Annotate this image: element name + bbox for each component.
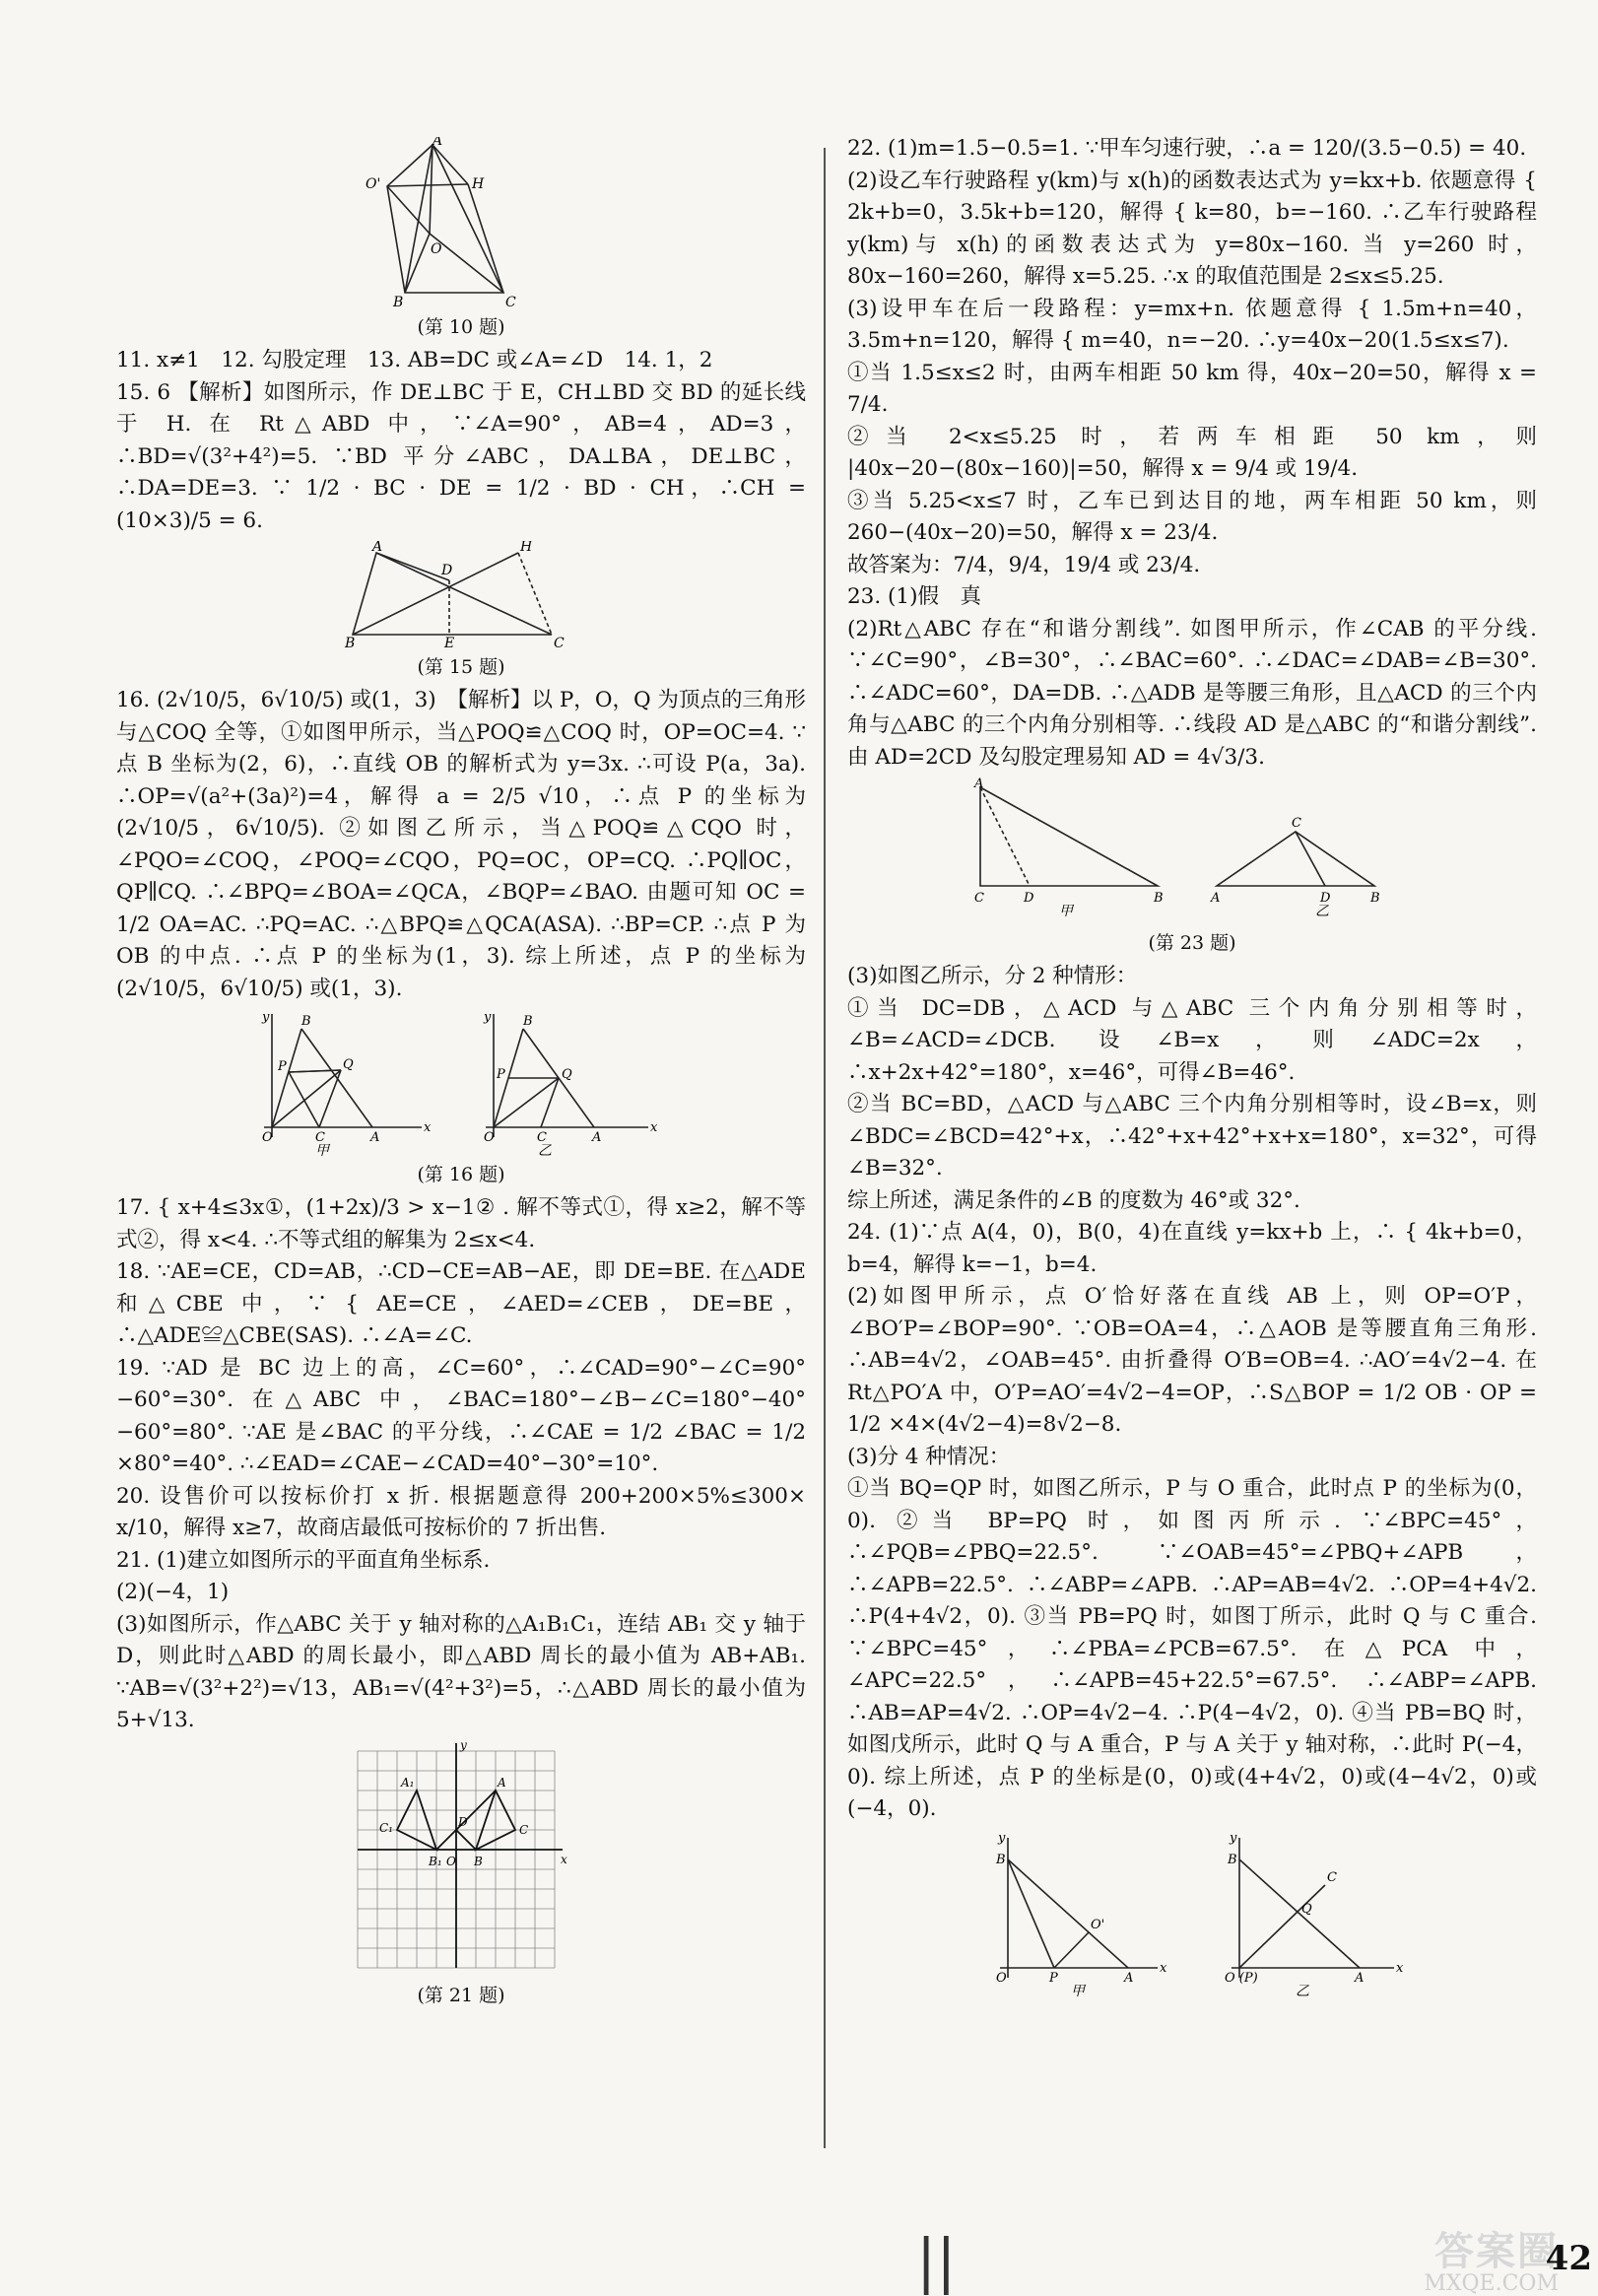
fig16-yi-label-O: O (484, 1130, 495, 1145)
figure-24 (961, 1830, 1424, 2001)
answer-24-3-cases: ①当 BQ=QP 时，如图乙所示，P 与 O 重合，此时点 P 的坐标为(0，0). ②当 BP=PQ 时，如图丙所示. ∵∠BPC=45°，∴∠PQB=∠PBQ=22.5°. ∵∠OAB=45°=∠PBQ+∠APB，∴∠APB=22.5°. ∴∠ABP=∠APB. ∴AP=AB=4√2. ∴OP=4+4√2. ∴P(4+4√2，0). ③当 PB=PQ 时，如图丁所示，此时 Q 与 C 重合. ∵∠BPC=45°，∴∠PBA=∠PCB=67.5°. 在△PCA 中，∠APC=22.5°，∴∠APB=45+22.5°=67.5°. ∴∠ABP=∠APB. ∴AB=AP=4√2. ∴OP=4√2−4. ∴P(4−4√2，0). ④当 PB=BQ 时，如图戊所示，此时 Q 与 A 重合，P 与 A 关于 y 轴对称，∴此时 P(−4，0). 综上所述，点 P 的坐标是(0，0)或(4+4√2，0)或(4−4√2，0)或(−4，0). (847, 1476, 1537, 1821)
figure-10-caption: (第 10 题) (417, 316, 505, 338)
fig23-jia-caption: 甲 (1059, 904, 1073, 919)
fig16-yi-label-x: x (650, 1120, 658, 1135)
fig10-label-A: A (433, 137, 443, 149)
fig24-yi-label-A: A (1355, 1970, 1365, 1986)
fig16-yi-label-P: P (497, 1067, 505, 1082)
answer-24-1: 24. (1)∵点 A(4，0)，B(0，4)在直线 y=kx+b 上，∴ { 4k+b=0，b=4，解得 k=−1，b=4. (847, 1220, 1537, 1277)
fig16-yi-caption: 乙 (538, 1143, 552, 1157)
fig21-label-C1: C₁ (379, 1820, 393, 1835)
fig16-jia-caption: 甲 (315, 1143, 329, 1157)
fig10-label-B: B (393, 295, 404, 309)
answer-24-2: (2)如图甲所示，点 O′恰好落在直线 AB 上，则 OP=O′P，∠BO′P=∠BOP=90°. ∵OB=OA=4，∴△AOB 是等腰直角三角形. ∴AB=4√2，∠OAB=45°. 由折叠得 O′B=OB=4. ∴AO′=4√2−4. 在 Rt△PO′A 中，O′P=AO′=4√2−4=OP，∴S△BOP = 1/2 OB · OP = 1/2 ×4×(4√2−4)=8√2−8. (847, 1284, 1537, 1437)
figure-10-diagram (348, 137, 574, 309)
fig21-label-C: C (519, 1822, 529, 1837)
fig21-label-D: D (458, 1814, 468, 1829)
fig21-label-O: O (446, 1854, 456, 1868)
fig24-yi-label-C: C (1327, 1869, 1337, 1885)
answer-15: 15. 6 【解析】如图所示，作 DE⊥BC 于 E，CH⊥BD 交 BD 的延长线于 H. 在 Rt△ABD 中，∵∠A=90°，AB=4，AD=3，∴BD=√(3²+4²)=5. ∵BD 平分∠ABC，DA⊥BA，DE⊥BC，∴DA=DE=3. ∵ 1/2 · BC · DE = 1/2 · BD · CH，∴CH = (10×3)/5 = 6. (116, 379, 806, 533)
figure-21 (348, 1741, 574, 2009)
figure-24-diagram (961, 1830, 1424, 1997)
answer-22-3: (3)设甲车在后一段路程：y=mx+n. 依题意得 { 1.5m+n=40，3.5m+n=120，解得 { m=40，n=−20. ∴y=40x−20(1.5≤x≤7). (847, 296, 1537, 353)
fig23-jia-label-C: C (974, 891, 984, 906)
right-column (847, 133, 1537, 2005)
answer-20: 20. 设售价可以按标价打 x 折. 根据题意得 200+200×5%≤300× x/10，解得 x≥7，故商店最低可按标价的 7 折出售. (116, 1483, 806, 1540)
fig24-jia-label-B: B (996, 1852, 1006, 1867)
page-number: 42 (1545, 2239, 1592, 2278)
figure-16 (244, 1009, 678, 1188)
fig16-jia-label-B: B (301, 1014, 311, 1029)
fig21-label-A1: A₁ (401, 1775, 415, 1790)
fig10-label-Oprime: O' (366, 176, 381, 192)
fig16-jia-label-C: C (315, 1130, 325, 1145)
answer-17: 17. { x+4≤3x①，(1+2x)/3 > x−1② . 解不等式①，得 x≥2，解不等式②，得 x<4. ∴不等式组的解集为 2≤x<4. (116, 1195, 806, 1252)
answer-23-1: 23. (1)假 真 (847, 584, 981, 609)
fig23-jia-label-D: D (1024, 891, 1034, 906)
fig16-jia-label-O: O (262, 1130, 273, 1145)
fig16-jia-label-A: A (370, 1130, 380, 1145)
fig24-yi-label-y: y (1230, 1830, 1237, 1846)
fig24-yi-caption: 乙 (1296, 1983, 1309, 1997)
fig15-label-E: E (444, 636, 455, 649)
answer-21-3: (3)如图所示，作△ABC 关于 y 轴对称的△A₁B₁C₁，连结 AB₁ 交 y 轴于 D，则此时△ABD 的周长最小，即△ABD 周长的最小值为 AB+AB₁. ∵AB=√(3²+2²)=√13，AB₁=√(4²+3²)=5，∴△ABD 周长的最小值为 5+√13. (116, 1611, 806, 1732)
answer-11-14: 11. x≠1 12. 勾股定理 13. AB=DC 或∠A=∠D 14. 1，2 (116, 348, 713, 372)
fig24-yi-label-Q: Q (1301, 1901, 1312, 1917)
fig16-jia-label-x: x (424, 1120, 432, 1135)
fig23-yi-label-A: A (1211, 891, 1221, 906)
figure-15-diagram (343, 541, 579, 649)
fig16-jia-label-Q: Q (343, 1057, 354, 1072)
figure-15 (343, 541, 579, 681)
fig21-label-y: y (460, 1740, 467, 1752)
fig24-yi-label-OP: O (P) (1225, 1970, 1258, 1986)
fig15-label-B: B (345, 636, 356, 649)
figure-23 (961, 777, 1424, 957)
fig24-yi-label-B: B (1228, 1852, 1237, 1867)
fig15-label-A: A (372, 541, 383, 555)
fig10-label-H: H (472, 176, 485, 192)
fig15-label-D: D (441, 563, 453, 578)
answer-22-3-case2: ②当 2<x≤5.25 时，若两车相距 50 km，则 |40x−20−(80x−160)|=50，解得 x = 9/4 或 19/4. (847, 424, 1537, 481)
figure-23-diagram (961, 777, 1424, 925)
figure-21-caption: (第 21 题) (417, 1984, 505, 2006)
answer-16: 16. (2√10/5，6√10/5) 或(1，3) 【解析】以 P，O，Q 为顶点的三角形与△COQ 全等，①如图甲所示，当△POQ≌△COQ 时，OP=OC=4. ∵点 B 坐标为(2，6)，∴直线 OB 的解析式为 y=3x. ∴可设 P(a，3a). ∴OP=√(a²+(3a)²)=4，解得 a = 2/5 √10，∴点 P 的坐标为 (2√10/5，6√10/5). ②如图乙所示，当△POQ≌△CQO 时，∠PQO=∠COQ，∠POQ=∠CQO，PQ=OC，OP=CQ. ∴PQ∥OC，QP∥CQ. ∴∠BPQ=∠BOA=∠QCA，∠BQP=∠BAO. 由题可知 OC = 1/2 OA=AC. ∴PQ=AC. ∴△BPQ≌△QCA(ASA). ∴BP=CP. ∴点 P 为 OB 的中点. ∴点 P 的坐标为(1，3). 综上所述，点 P 的坐标为 (2√10/5，6√10/5) 或(1，3). (116, 688, 806, 1001)
fig24-jia-caption: 甲 (1071, 1983, 1085, 1997)
fig16-yi-label-y: y (484, 1010, 492, 1025)
answer-23-3-case2: ②当 BC=BD，△ACD 与△ABC 三个内角分别相等时，设∠B=x，则∠BDC=∠BCD=42°+x，∴42°+x+42°+x+x=180°，x=32°，可得∠B=32°. (847, 1092, 1537, 1181)
fig21-label-A: A (498, 1775, 506, 1790)
fig24-jia-label-P: P (1049, 1970, 1058, 1986)
fig16-jia-label-y: y (262, 1010, 270, 1025)
answer-19: 19. ∵AD 是 BC 边上的高，∠C=60°，∴∠CAD=90°−∠C=90°−60°=30°. 在△ABC 中，∠BAC=180°−∠B−∠C=180°−40°−60°=80°. ∵AE 是∠BAC 的平分线，∴∠CAE = 1/2 ∠BAC = 1/2 ×80°=40°. ∴∠EAD=∠CAE−∠CAD=40°−30°=10°. (116, 1355, 806, 1476)
fig10-label-C: C (505, 295, 516, 309)
fig23-yi-label-C: C (1292, 816, 1301, 831)
answer-22-conclusion: 故答案为：7/4，9/4，19/4 或 23/4. (847, 552, 1201, 577)
answer-23-conclusion: 综上所述，满足条件的∠B 的度数为 46°或 32°. (847, 1187, 1300, 1213)
fig21-label-x: x (561, 1852, 567, 1866)
answer-22-3-case1: ①当 1.5≤x≤2 时，由两车相距 50 km 得，40x−20=50，解得 x = 7/4. (847, 360, 1537, 417)
answer-22-2: (2)设乙车行驶路程 y(km)与 x(h)的函数表达式为 y=kx+b. 依题意得 { 2k+b=0，3.5k+b=120，解得 { k=80，b=−160. ∴乙车行驶路程 y(km)与 x(h)的函数表达式为 y=80x−160. 当 y=260 时，80x−160=260，解得 x=5.25. ∴x 的取值范围是 2≤x≤5.25. (847, 168, 1537, 289)
fig21-label-B1: B₁ (429, 1854, 442, 1868)
left-column (116, 133, 806, 2013)
fig23-jia-label-B: B (1154, 891, 1164, 906)
figure-23-caption: (第 23 题) (1148, 932, 1236, 954)
answer-24-3: (3)分 4 种情况： (847, 1444, 1011, 1469)
fig24-jia-label-A: A (1124, 1970, 1134, 1986)
watermark-url: MXQE.COM (1424, 2271, 1559, 2296)
figure-16-diagram (244, 1009, 678, 1157)
answer-22-3-case3: ③当 5.25<x≤7 时，乙车已到达目的地，两车相距 50 km，则 260−(40x−20)=50，解得 x = 23/4. (847, 488, 1537, 545)
watermark-logo: 答案圈 (1434, 2228, 1559, 2274)
column-divider (824, 148, 826, 2148)
fig24-yi-label-x: x (1396, 1960, 1404, 1976)
fig24-jia-label-O: O (996, 1970, 1007, 1986)
fig15-label-C: C (554, 636, 565, 649)
handwriting-mark: || (916, 2227, 957, 2296)
answer-18: 18. ∵AE=CE，CD=AB，∴CD−CE=AB−AE，即 DE=BE. 在△ADE 和△CBE 中，∵ { AE=CE，∠AED=∠CEB，DE=BE，∴△ADE≌△CBE(SAS). ∴∠A=∠C. (116, 1259, 806, 1348)
figure-21-diagram (348, 1741, 574, 1978)
fig16-yi-label-C: C (537, 1130, 547, 1145)
fig24-jia-label-y: y (998, 1830, 1006, 1846)
fig24-jia-label-Oprime: O' (1091, 1917, 1105, 1932)
fig16-jia-label-P: P (278, 1059, 287, 1074)
answer-21-1: 21. (1)建立如图所示的平面直角坐标系. (116, 1547, 491, 1573)
fig24-jia-label-x: x (1160, 1960, 1167, 1976)
answer-21-2: (2)(−4，1) (116, 1580, 230, 1604)
fig23-yi-label-D: D (1320, 891, 1331, 906)
fig23-yi-caption: 乙 (1315, 904, 1329, 919)
fig16-yi-label-Q: Q (562, 1067, 572, 1082)
answer-23-2: (2)Rt△ABC 存在“和谐分割线”. 如图甲所示，作∠CAB 的平分线. ∵∠C=90°，∠B=30°，∴∠BAC=60°. ∴∠DAC=∠DAB=∠B=30°. ∴∠ADC=60°，DA=DB. ∴△ADB 是等腰三角形，且△ACD 的三个内角与△ABC 的三个内角分别相等. ∴线段 AD 是△ABC 的“和谐分割线”. 由 AD=2CD 及勾股定理易知 AD = 4√3/3. (847, 616, 1537, 770)
answer-23-3: (3)如图乙所示，分 2 种情形： (847, 964, 1138, 988)
fig16-yi-label-A: A (592, 1130, 602, 1145)
fig15-label-H: H (520, 541, 533, 555)
figure-10 (348, 137, 574, 341)
fig16-yi-label-B: B (523, 1014, 533, 1029)
answer-23-3-case1: ①当 DC=DB，△ACD 与△ABC 三个内角分别相等时，∠B=∠ACD=∠DCB. 设∠B=x，则∠ADC=2x，∴x+2x+42°=180°，x=46°，可得∠B=46°. (847, 995, 1537, 1085)
fig10-label-O: O (431, 241, 442, 257)
fig23-jia-label-A: A (974, 777, 984, 791)
fig21-label-B: B (474, 1854, 483, 1868)
figure-16-caption: (第 16 题) (417, 1164, 505, 1185)
figure-15-caption: (第 15 题) (417, 656, 505, 678)
answer-22-1: 22. (1)m=1.5−0.5=1. ∵甲车匀速行驶，∴a = 120/(3.5−0.5) = 40. (847, 136, 1527, 161)
fig23-yi-label-B: B (1370, 891, 1380, 906)
